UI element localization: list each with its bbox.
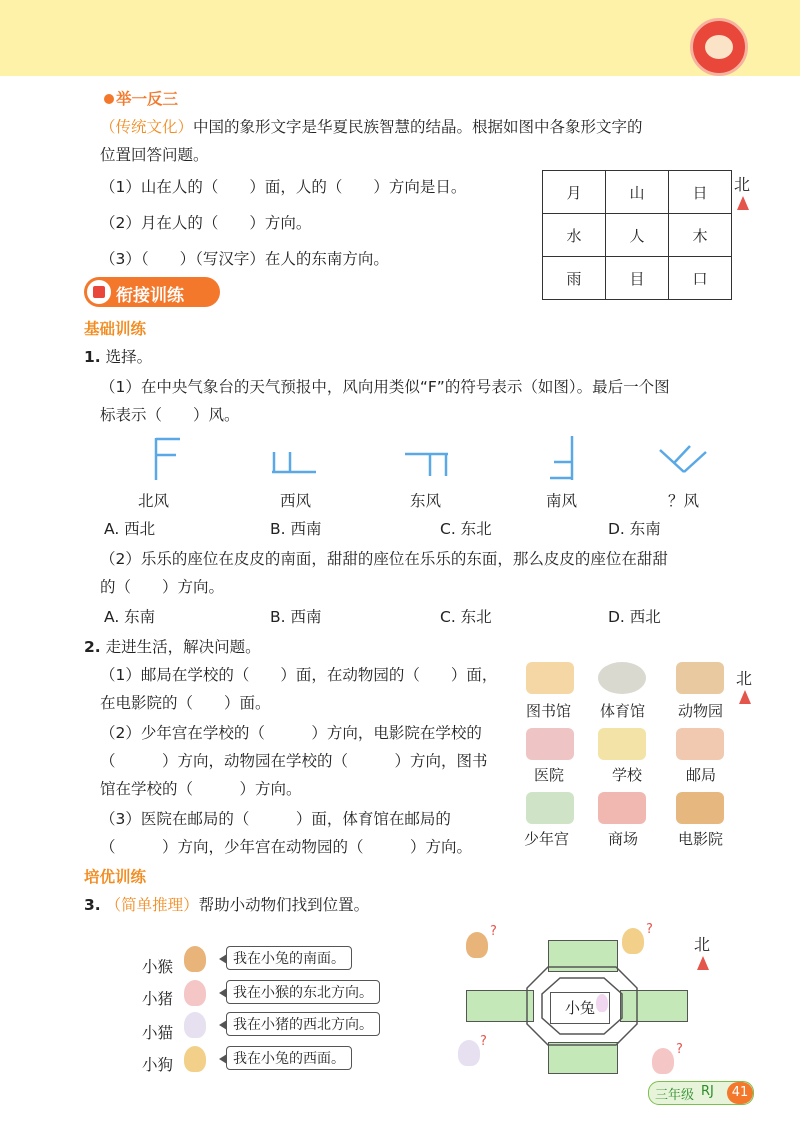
q1-s2-option: A. 东南 xyxy=(104,608,156,626)
page-footer xyxy=(648,1081,754,1105)
question-mark: ? xyxy=(676,1042,683,1057)
q2-line: （3）医院在邮局的（ ）面，体育馆在邮局的 xyxy=(100,810,451,828)
intro-tag: （传统文化） xyxy=(100,118,194,136)
speech-bubble: 我在小兔的西面。 xyxy=(226,1046,352,1070)
intro-line1 xyxy=(100,116,643,138)
speech-bubble: 我在小猪的西北方向。 xyxy=(226,1012,380,1036)
zoo-icon xyxy=(676,662,724,694)
top-banner xyxy=(0,0,800,76)
stadium-icon xyxy=(598,662,646,694)
wind-north-icon xyxy=(156,438,180,480)
animal-name: 小猴 xyxy=(142,958,174,976)
q1-heading xyxy=(84,346,152,368)
advanced-training-label: 培优训练 xyxy=(84,868,147,886)
place-label: 动物园 xyxy=(678,702,724,720)
monkey-icon xyxy=(184,946,206,972)
place-label: 医院 xyxy=(534,766,565,784)
q3-num: 3. xyxy=(84,896,101,914)
page-number: 41 xyxy=(727,1082,753,1104)
youth-palace-icon xyxy=(526,792,574,824)
play-icon xyxy=(104,94,114,104)
wind-label: 北风 xyxy=(138,492,170,510)
wind-label: 东风 xyxy=(410,492,442,510)
wind-east-icon xyxy=(405,454,448,476)
q2-heading xyxy=(84,636,261,658)
map-cell-south xyxy=(548,1042,618,1074)
q2-line: （1）邮局在学校的（ ）面，在动物园的（ ）面， xyxy=(100,666,498,684)
question-mark: ? xyxy=(480,1034,487,1049)
mascot-icon xyxy=(690,18,748,76)
glyph-cell: 雨 xyxy=(566,269,582,288)
question-mark: ? xyxy=(646,922,653,937)
q2-num: 2. xyxy=(84,638,101,656)
q1-s1-line2: 标表示（ ）风。 xyxy=(100,406,240,424)
q2-line: （ ）方向，少年宫在动物园的（ ）方向。 xyxy=(100,838,473,856)
intro-q2: （2）月在人的（ ）方向。 xyxy=(100,214,312,232)
glyph-cell: 口 xyxy=(692,269,708,288)
place-label: 商场 xyxy=(608,830,639,848)
section-title: 衔接训练 xyxy=(116,286,184,306)
hospital-icon xyxy=(526,728,574,760)
intro-q3: （3）（ ）（写汉字）在人的东南方向。 xyxy=(100,250,389,268)
q1-s1-option: C. 东北 xyxy=(440,520,492,538)
north-label: 北 xyxy=(694,935,711,954)
north-label: 北 xyxy=(736,669,753,688)
animal-name: 小猪 xyxy=(142,990,174,1008)
animal-icon xyxy=(622,928,644,954)
place-label: 少年宫 xyxy=(524,830,570,848)
q1-s2-line1: （2）乐乐的座位在皮皮的南面，甜甜的座位在乐乐的东面，那么皮皮的座位在甜甜 xyxy=(100,550,668,568)
wind-label: 南风 xyxy=(546,492,578,510)
q1-s1-option: D. 东南 xyxy=(608,520,661,538)
place-label: 图书馆 xyxy=(526,702,572,720)
edition-label: RJ xyxy=(701,1084,714,1099)
q2-line: （ ）方向，动物园在学校的（ ）方向，图书 xyxy=(100,752,488,770)
speech-bubble: 我在小兔的南面。 xyxy=(226,946,352,970)
wind-symbols xyxy=(100,430,740,486)
q2-line: 在电影院的（ ）面。 xyxy=(100,694,271,712)
wind-south-icon xyxy=(550,436,572,480)
q1-s1-option: B. 西南 xyxy=(270,520,322,538)
wind-west-icon xyxy=(272,452,316,472)
q1-s1-line1: （1）在中央气象台的天气预报中，风向用类似“F”的符号表示（如图）。最后一个图 xyxy=(100,378,670,396)
animal-icon xyxy=(458,1040,480,1066)
glyph-cell: 山 xyxy=(629,183,645,202)
q1-title: 选择。 xyxy=(105,348,153,366)
wind-label: ？风 xyxy=(668,492,700,510)
section-badge xyxy=(84,277,220,307)
glyph-grid xyxy=(542,170,732,300)
q3-tag: （简单推理） xyxy=(105,896,199,914)
q1-s1-option: A. 西北 xyxy=(104,520,156,538)
glyph-cell: 水 xyxy=(566,226,582,245)
north-label: 北 xyxy=(734,175,751,194)
q1-s2-line2: 的（ ）方向。 xyxy=(100,578,225,596)
q1-s2-option: C. 东北 xyxy=(440,608,492,626)
north-arrow-icon xyxy=(697,956,709,970)
north-arrow-icon xyxy=(739,690,751,704)
q1-num: 1. xyxy=(84,348,101,366)
map-cell-west xyxy=(466,990,534,1022)
post-office-icon xyxy=(676,728,724,760)
q3-heading xyxy=(84,894,369,916)
q2-title: 走进生活，解决问题。 xyxy=(105,638,261,656)
cinema-icon xyxy=(676,792,724,824)
place-label: 邮局 xyxy=(686,766,717,784)
q2-line: （2）少年宫在学校的（ ）方向，电影院在学校的 xyxy=(100,724,482,742)
place-label: 学校 xyxy=(612,766,643,784)
intro-text1: 中国的象形文字是华夏民族智慧的结晶。根据如图中各象形文字的 xyxy=(193,118,643,136)
intro-label: 举一反三 xyxy=(116,90,179,108)
q1-s2-option: D. 西北 xyxy=(608,608,661,626)
q2-line: 馆在学校的（ ）方向。 xyxy=(100,780,302,798)
mall-icon xyxy=(598,792,646,824)
q1-s2-option: B. 西南 xyxy=(270,608,322,626)
glyph-cell: 目 xyxy=(629,269,645,288)
glyph-cell: 人 xyxy=(629,226,645,245)
cat-icon xyxy=(184,1012,206,1038)
library-icon xyxy=(526,662,574,694)
q3-title: 帮助小动物们找到位置。 xyxy=(198,896,370,914)
animal-icon xyxy=(652,1048,674,1074)
basic-training-label: 基础训练 xyxy=(84,320,147,338)
intro-heading xyxy=(104,88,178,110)
animal-icon xyxy=(466,932,488,958)
glyph-cell: 木 xyxy=(692,226,708,245)
dog-icon xyxy=(184,1046,206,1072)
intro-line2: 位置回答问题。 xyxy=(100,146,209,164)
book-icon xyxy=(87,280,111,304)
intro-q1: （1）⼭在人的（ ）面，人的（ ）方向是日。 xyxy=(100,178,467,196)
place-label: 体育馆 xyxy=(600,702,646,720)
question-mark: ? xyxy=(490,924,497,939)
school-icon xyxy=(598,728,646,760)
rabbit-label: 小兔 xyxy=(564,999,595,1017)
grade-label: 三年级 xyxy=(655,1088,695,1103)
wind-label: 西风 xyxy=(280,492,312,510)
north-arrow-icon xyxy=(737,196,749,210)
animal-name: 小猫 xyxy=(142,1024,174,1042)
pig-icon xyxy=(184,980,206,1006)
glyph-cell: 月 xyxy=(566,183,582,202)
glyph-cell: 日 xyxy=(692,183,708,202)
place-label: 电影院 xyxy=(678,830,724,848)
speech-bubble: 我在小猴的东北方向。 xyxy=(226,980,380,1004)
animal-name: 小狗 xyxy=(142,1056,174,1074)
rabbit-icon xyxy=(596,994,608,1012)
wind-unknown-icon xyxy=(660,446,706,472)
